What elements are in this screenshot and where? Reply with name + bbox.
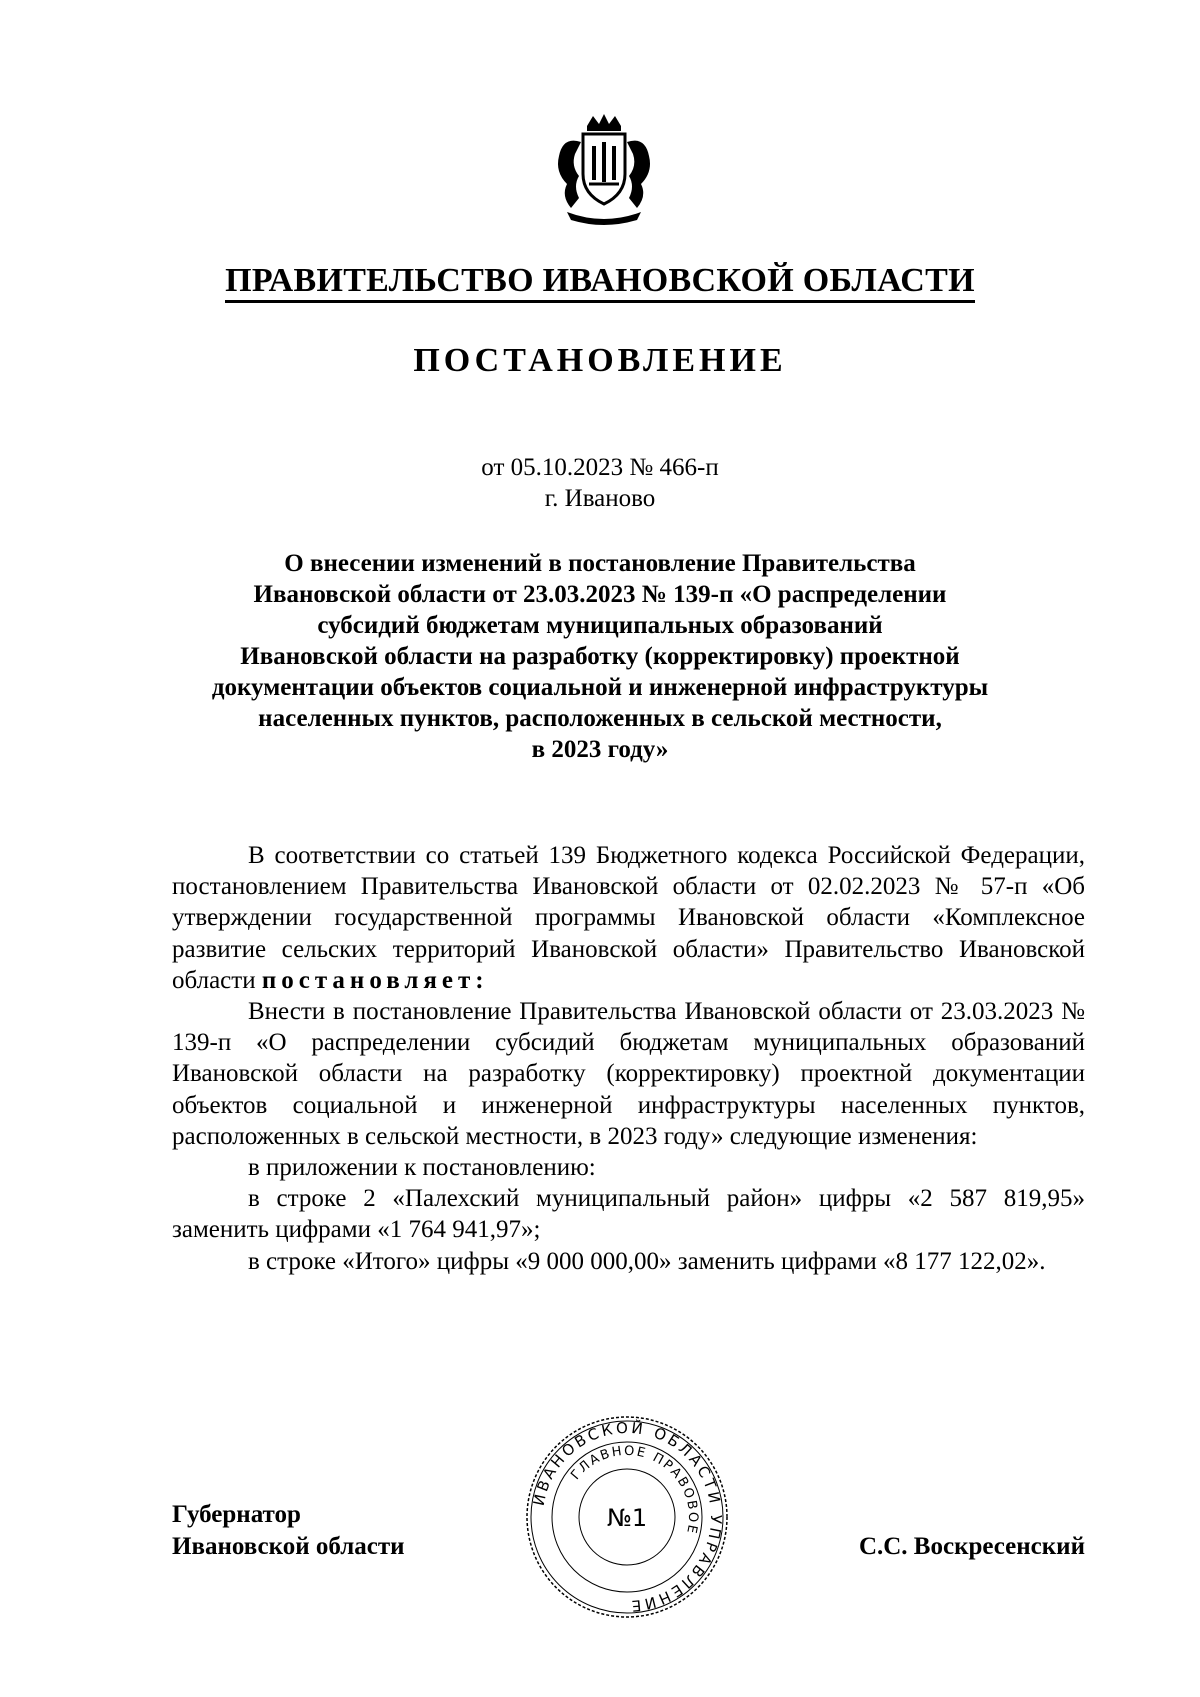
- body-paragraph-change-2: в строке «Итого» цифры «9 000 000,00» заменить цифрами «8 177 122,02».: [248, 1247, 1046, 1275]
- preamble-text: В соответствии со статьей 139 Бюджетного кодекса Российской Федерации, постановлением Правительства Ивановской области от 02.02.2023 № 57-п «Об утверждении государственной программы Ивановской области «Комплексное развитие сельских территорий Ивановской области» Правительство Ивановской области: [172, 842, 1085, 994]
- document-type: ПОСТАНОВЛЕНИЕ: [413, 342, 787, 379]
- signatory-position: [172, 1499, 405, 1563]
- subject-line: Ивановской области на разработку (корректировку) проектной: [240, 643, 960, 670]
- position-line: Ивановской области: [172, 1533, 405, 1560]
- resolution-keyword: постановляет:: [261, 966, 489, 994]
- date-number: от 05.10.2023 № 466-п: [481, 454, 719, 481]
- document-meta: [0, 452, 1200, 514]
- signatory-name: С.С. Воскресенский: [858, 1533, 1085, 1560]
- body-paragraph-change-1: в строке 2 «Палехский муниципальный район» цифры «2 587 819,95» заменить цифрами «1 764 941,97»;: [172, 1185, 1085, 1244]
- subject-line: в 2023 году»: [531, 736, 669, 763]
- stamp-number: №1: [606, 1504, 648, 1532]
- body-paragraph-preamble: [172, 840, 1085, 996]
- organization-title: ПРАВИТЕЛЬСТВО ИВАНОВСКОЙ ОБЛАСТИ: [0, 262, 1200, 300]
- body-paragraph-amendment: Внести в постановление Правительства Ивановской области от 23.03.2023 № 139-п «О распределении субсидий бюджетам муниципальных образований Ивановской области на разработку (корректировку) проектной документации объектов социальной и инженерной инфраструктуры населенных пунктов, расположенных в сельской местности, в 2023 году» следующие изменения:: [172, 998, 1085, 1150]
- coat-of-arms-emblem: [545, 112, 663, 228]
- position-line: Губернатор: [172, 1501, 301, 1528]
- subject-line: документации объектов социальной и инженерной инфраструктуры: [211, 674, 989, 701]
- subject-line: субсидий бюджетам муниципальных образований: [317, 612, 883, 639]
- stamp-outer-text: ИВАНОВСКОЙ ОБЛАСТИ УПРАВЛЕНИЕ: [529, 1418, 726, 1616]
- subject-line: Ивановской области от 23.03.2023 № 139-п «О распределении: [253, 581, 947, 608]
- official-stamp: [522, 1412, 732, 1622]
- body-paragraph-appendix: в приложении к постановлению:: [248, 1154, 596, 1182]
- subject-line: населенных пунктов, расположенных в сельской местности,: [258, 705, 942, 732]
- document-body: [172, 840, 1085, 1277]
- subject-line: О внесении изменений в постановление Правительства: [284, 550, 916, 577]
- stamp-inner-text: ГЛАВНОЕ ПРАВОВОЕ: [568, 1443, 701, 1537]
- document-subject: [160, 548, 1040, 765]
- city: г. Иваново: [544, 485, 656, 512]
